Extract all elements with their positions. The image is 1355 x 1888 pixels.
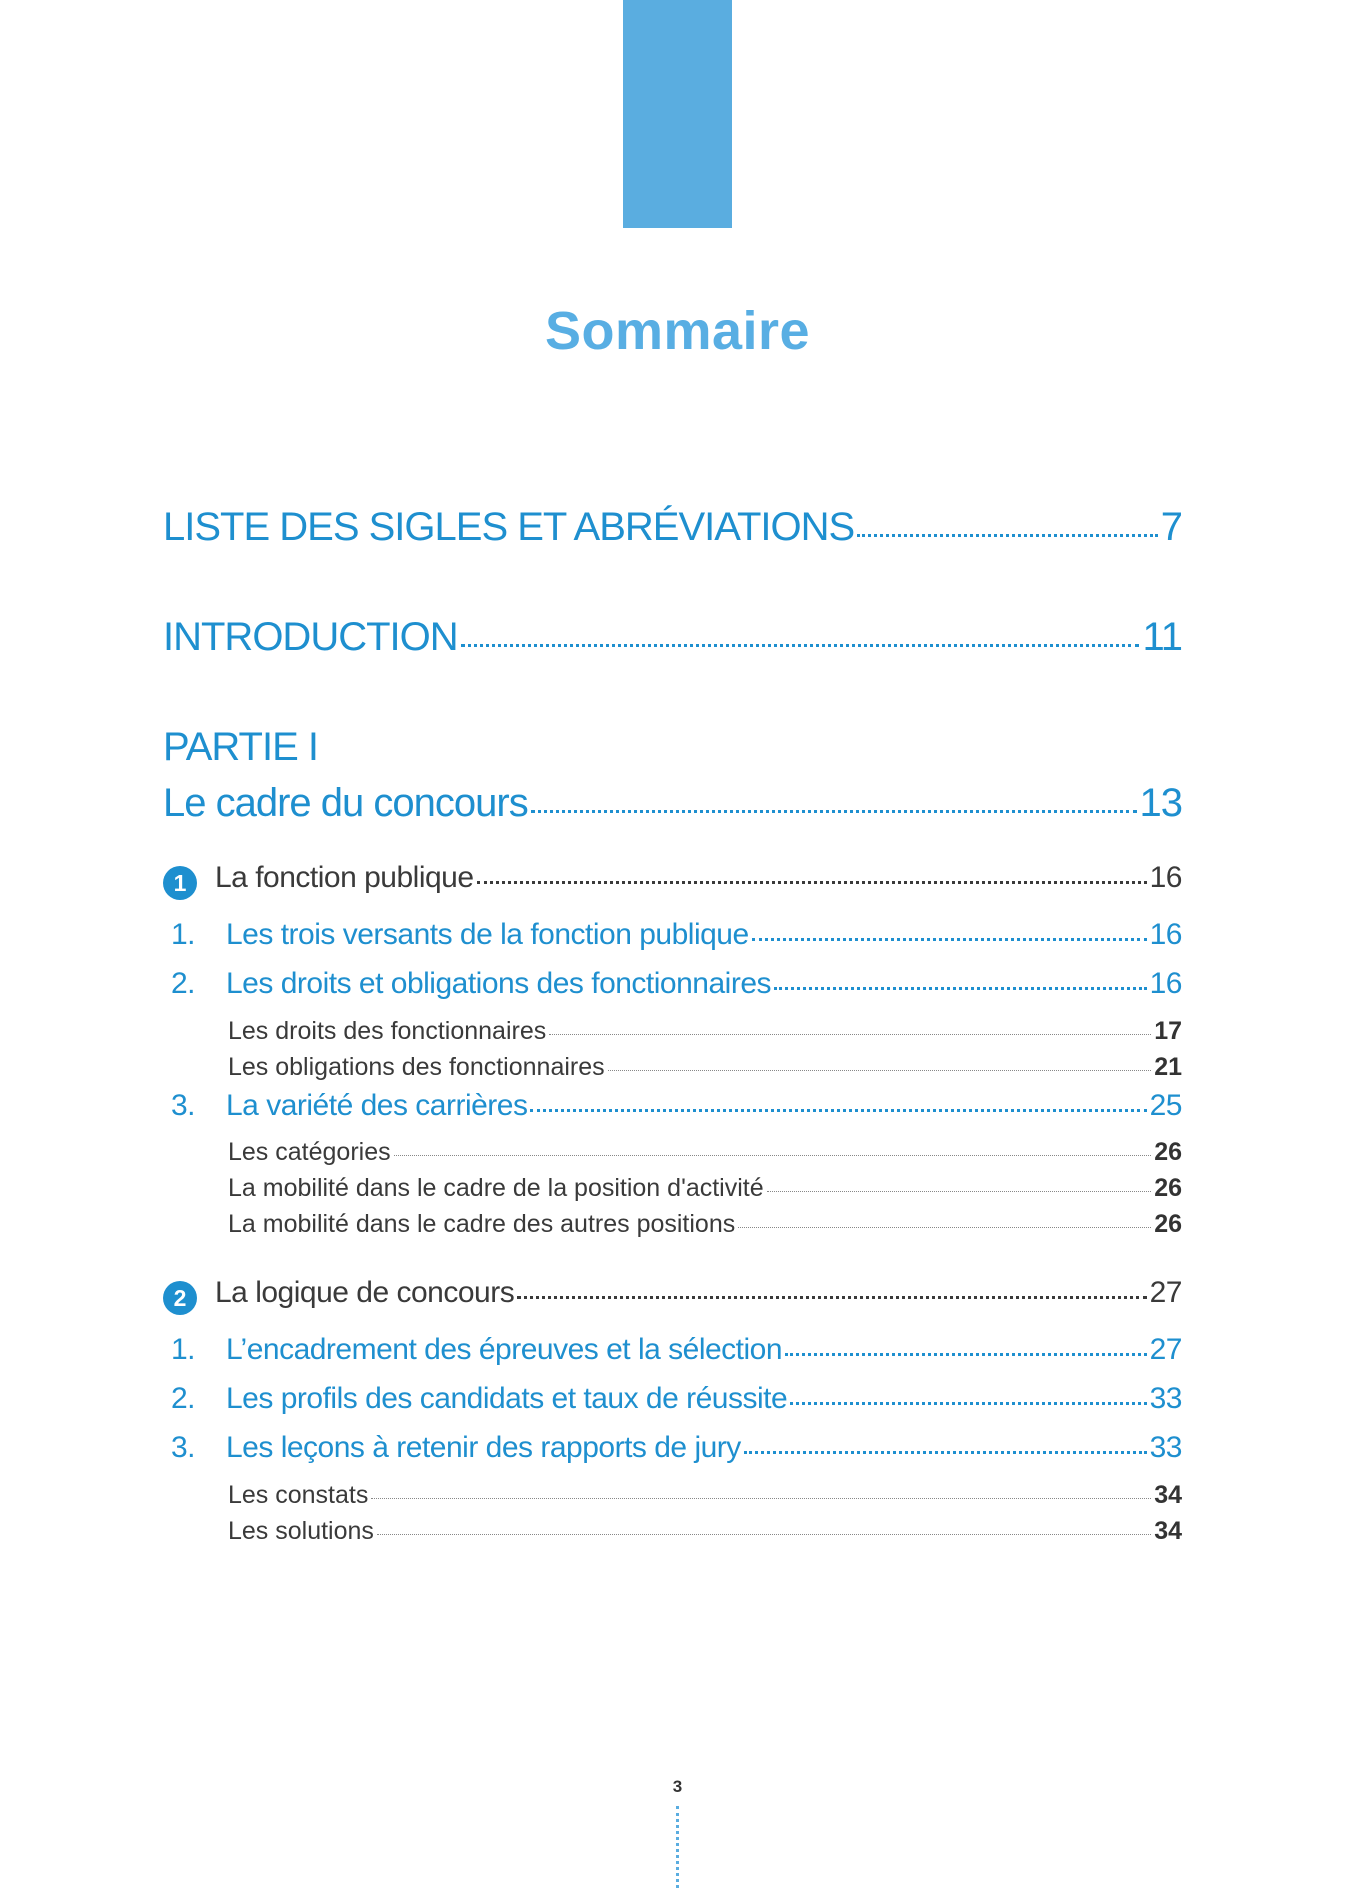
toc-subsection[interactable] [228,1210,1182,1239]
toc-page-number: 26 [1154,1210,1182,1238]
dot-leader [785,1353,1147,1356]
toc-subsection-label: La mobilité dans le cadre de la position d'activité [228,1174,764,1202]
toc-section-label: Les trois versants de la fonction publique [226,918,749,951]
dot-leader [790,1402,1146,1405]
dot-leader [394,1155,1152,1156]
toc-subsection[interactable] [228,1017,1182,1046]
dot-leader [774,987,1147,990]
dot-leader [371,1498,1151,1499]
toc-page-number: 26 [1154,1174,1182,1202]
toc-section-label: L’encadrement des épreuves et la sélection [226,1333,783,1366]
toc-subsection-label: Les solutions [228,1517,374,1545]
toc-subsection-label: La mobilité dans le cadre des autres positions [228,1210,736,1238]
toc-subsection-label: Les droits des fonctionnaires [228,1017,547,1045]
dot-leader [744,1451,1147,1454]
folio-dotted-line [676,1806,679,1888]
toc-page-number: 33 [1149,1382,1182,1415]
toc-page-number: 27 [1149,1276,1182,1309]
toc-subsection[interactable] [228,1138,1182,1167]
dot-leader [738,1227,1151,1228]
toc-subsection-label: Les catégories [228,1138,391,1166]
toc-entry-label: LISTE DES SIGLES ET ABRÉVIATIONS [163,505,855,549]
toc-entry-label: INTRODUCTION [163,615,458,659]
toc-subsection-label: Les constats [228,1481,369,1509]
dot-leader [549,1034,1151,1035]
toc-chapter-2[interactable] [163,1276,1182,1315]
section-number: 1. [171,918,196,951]
dot-leader [752,938,1147,941]
toc-page-number: 11 [1142,615,1182,659]
top-color-tab [623,0,732,228]
toc-section[interactable] [163,1431,1182,1465]
toc-section-label: La variété des carrières [226,1089,528,1122]
toc-page-number: 16 [1149,918,1182,951]
section-number: 2. [171,967,196,1000]
toc-page-number: 25 [1149,1089,1182,1122]
section-number: 1. [171,1333,196,1366]
toc-subsection[interactable] [228,1174,1182,1203]
toc-page-number: 16 [1149,861,1182,894]
toc-page-number: 16 [1149,967,1182,1000]
toc-section-label: Les leçons à retenir des rapports de jury [226,1431,741,1464]
section-number: 3. [171,1089,196,1122]
toc-section[interactable] [163,1333,1182,1367]
toc-entry-label: Le cadre du concours [163,781,528,825]
toc-page-number: 34 [1154,1517,1182,1545]
chapter-number-badge: 2 [163,1281,197,1315]
toc-section-label: Les droits et obligations des fonctionnaires [226,967,772,1000]
dot-leader [608,1070,1152,1071]
toc-entry-sigles[interactable] [163,505,1182,550]
toc-section[interactable] [163,1089,1182,1123]
dot-leader [767,1191,1152,1192]
dot-leader [531,810,1137,813]
toc-subsection[interactable] [228,1517,1182,1546]
chapter-number-badge: 1 [163,866,197,900]
toc-chapter-1[interactable] [163,861,1182,900]
toc-section[interactable] [163,967,1182,1001]
toc-subsection-label: Les obligations des fonctionnaires [228,1053,605,1081]
section-number: 3. [171,1431,196,1464]
dot-leader [461,644,1140,647]
toc-page-number: 34 [1154,1481,1182,1509]
page-title: Sommaire [544,301,811,361]
toc-section[interactable] [163,918,1182,952]
dot-leader [517,1296,1146,1299]
page-number-folio: 3 [672,1777,683,1796]
dot-leader [857,534,1158,537]
toc-page-number: 17 [1154,1017,1182,1045]
toc-page-number: 27 [1149,1333,1182,1366]
toc-subsection[interactable] [228,1053,1182,1082]
toc-entry-introduction[interactable] [163,615,1182,660]
toc-entry-partie1[interactable] [163,781,1182,826]
toc-page-number: 7 [1160,505,1182,549]
toc-section[interactable] [163,1382,1182,1416]
dot-leader [530,1109,1146,1112]
part-heading: PARTIE I [163,725,319,769]
toc-chapter-label: La logique de concours [215,1276,515,1309]
toc-page-number: 33 [1149,1431,1182,1464]
dot-leader [377,1534,1151,1535]
toc-page-number: 26 [1154,1138,1182,1166]
dot-leader [477,881,1147,884]
toc-subsection[interactable] [228,1481,1182,1510]
toc-chapter-label: La fonction publique [215,861,474,894]
section-number: 2. [171,1382,196,1415]
toc-section-label: Les profils des candidats et taux de réussite [226,1382,788,1415]
toc-page-number: 21 [1154,1053,1182,1081]
toc-page-number: 13 [1139,781,1182,825]
